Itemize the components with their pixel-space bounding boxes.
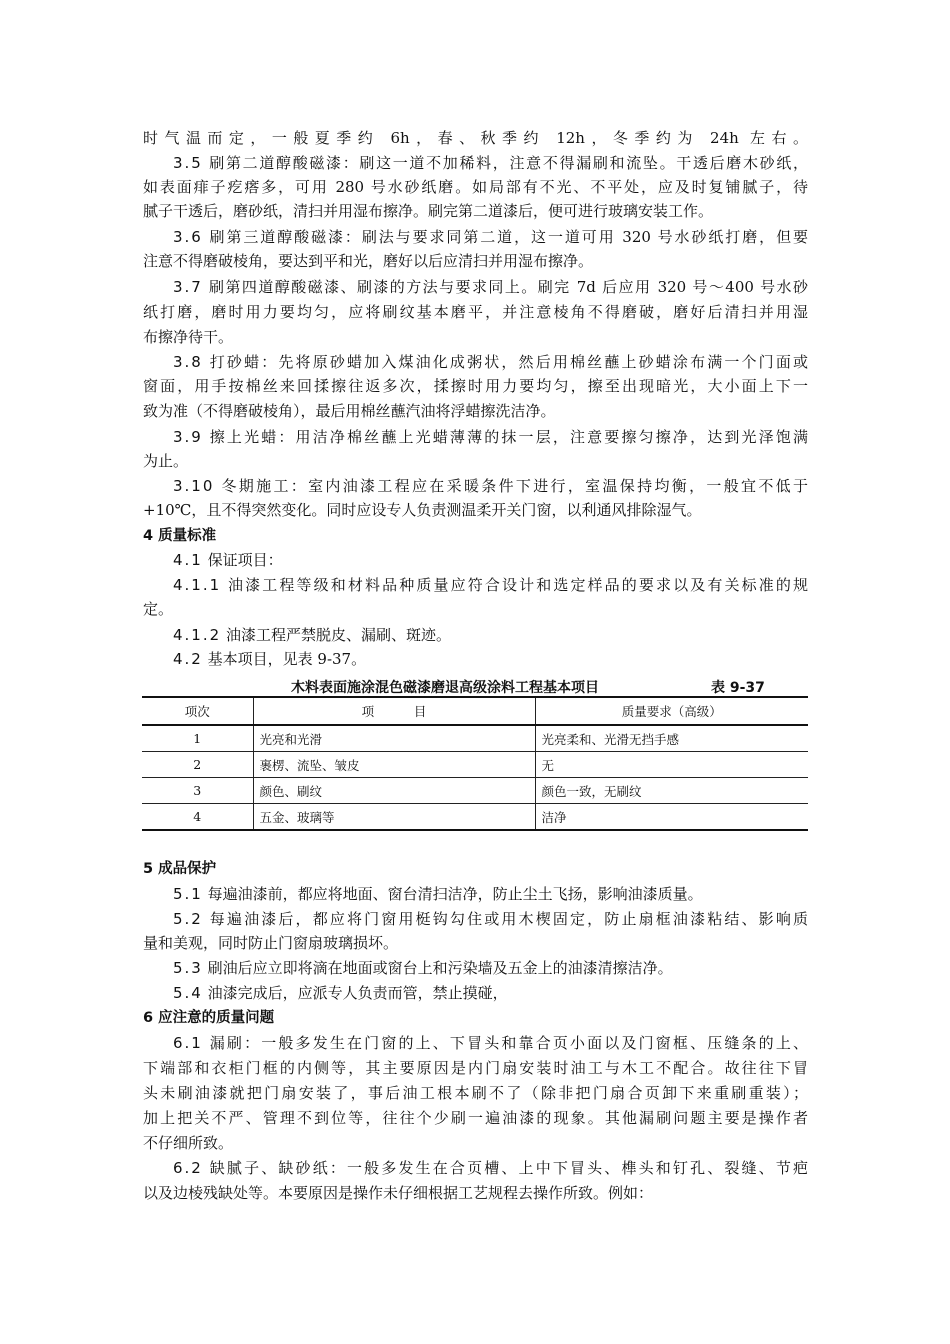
table-header-row (142, 697, 808, 725)
table-row (142, 804, 808, 831)
table-cell: 颜色一致，无刷纹 (535, 778, 808, 804)
paragraph-line: 时气温而定，一般夏季约 6h，春、秋季约 12h，冬季约为 24h 左右。 (143, 129, 808, 147)
paragraph-5-2: 5.2 每遍油漆后，都应将门窗用梃钩勾住或用木楔固定，防止扇框油漆粘结、影响质 (173, 910, 808, 928)
paragraph-4-2: 4.2 基本项目，见表 9-37。 (173, 650, 367, 668)
paragraph-3-10: 3.10 冬期施工：室内油漆工程应在采暖条件下进行，室温保持均衡，一般宜不低于 (173, 477, 808, 495)
paragraph-4-1-1: 4.1.1 油漆工程等级和材料品种质量应符合设计和选定样品的要求以及有关标准的规 (173, 576, 808, 594)
paragraph-3-6: 3.6 刷第三道醇酸磁漆：刷法与要求同第二道，这一道可用 320 号水砂纸打磨，但要 (173, 228, 808, 246)
paragraph-line: 定。 (143, 600, 174, 618)
table-title: 木料表面施涂混色磁漆磨退高级涂料工程基本项目 (291, 680, 599, 696)
paragraph-4-1: 4.1 保证项目： (173, 551, 283, 569)
table-cell: 裹楞、流坠、皱皮 (253, 752, 535, 778)
paragraph-5-4: 5.4 油漆完成后，应派专人负责而管，禁止摸碰， (173, 984, 508, 1002)
paragraph-line: 头未刷油漆就把门扇安装了，事后油工根本刷不了（除非把门扇合页卸下来重刷重装）； (143, 1084, 808, 1102)
paragraph-line: 纸打磨，磨时用力要均匀，应将刷纹基本磨平，并注意棱角不得磨破，磨好后清扫并用湿 (143, 303, 808, 321)
paragraph-6-1: 6.1 漏刷：一般多发生在门窗的上、下冒头和靠合页小面以及门窗框、压缝条的上、 (173, 1034, 808, 1052)
table-cell: 1 (142, 725, 253, 752)
table-row (142, 752, 808, 778)
table-header-cell: 项 目 (253, 697, 535, 725)
table-cell: 洁净 (535, 804, 808, 831)
paragraph-3-5: 3.5 刷第二道醇酸磁漆：刷这一道不加稀料，注意不得漏刷和流坠。干透后磨木砂纸， (173, 154, 808, 172)
table-header-cell: 质量要求（高级） (535, 697, 808, 725)
paragraph-line: +10℃，且不得突然变化。同时应设专人负责测温柔开关门窗，以利通风排除湿气。 (143, 501, 702, 519)
paragraph-line: 如表面痱子疙瘩多，可用 280 号水砂纸磨。如局部有不光、不平处，应及时复铺腻子，待 (143, 178, 808, 196)
paragraph-5-3: 5.3 刷油后应立即将滴在地面或窗台上和污染墙及五金上的油漆清擦洁净。 (173, 959, 673, 977)
paragraph-line: 不仔细所致。 (143, 1134, 234, 1152)
section-heading-4: 4 质量标准 (143, 528, 217, 544)
paragraph-line: 腻子干透后，磨砂纸，清扫并用湿布擦净。刷完第二道漆后，便可进行玻璃安装工作。 (143, 202, 714, 220)
table-cell: 2 (142, 752, 253, 778)
paragraph-line: 布擦净待干。 (143, 328, 234, 346)
paragraph-line: 致为准（不得磨破棱角），最后用棉丝蘸汽油将浮蜡擦洗洁净。 (143, 402, 556, 420)
table-cell: 3 (142, 778, 253, 804)
paragraph-line: 窗面，用手按棉丝来回揉擦往返多次，揉擦时用力要均匀，擦至出现暗光，大小面上下一 (143, 377, 808, 395)
paragraph-5-1: 5.1 每遍油漆前，都应将地面、窗台清扫洁净，防止尘土飞扬，影响油漆质量。 (173, 885, 703, 903)
paragraph-line: 注意不得磨破棱角，要达到平和光，磨好以后应清扫并用湿布擦净。 (143, 252, 594, 270)
table-row (142, 778, 808, 804)
table-header-cell: 项次 (142, 697, 253, 725)
paragraph-line: 下端部和衣柜门框的内侧等，其主要原因是内门扇安装时油工与木工不配合。故往往下冒 (143, 1059, 808, 1077)
paragraph-line: 为止。 (143, 452, 189, 470)
paragraph-line: 量和美观，同时防止门窗扇玻璃损坏。 (143, 934, 399, 952)
table-cell: 五金、玻璃等 (253, 804, 535, 831)
table-row (142, 725, 808, 752)
table-cell: 4 (142, 804, 253, 831)
paragraph-4-1-2: 4.1.2 油漆工程严禁脱皮、漏刷、斑迹。 (173, 626, 451, 644)
table-cell: 无 (535, 752, 808, 778)
quality-table (142, 696, 808, 831)
paragraph-3-7: 3.7 刷第四道醇酸磁漆、刷漆的方法与要求同上。刷完 7d 后应用 320 号～400 号水砂 (173, 278, 808, 296)
table-cell: 颜色、刷纹 (253, 778, 535, 804)
paragraph-3-8: 3.8 打砂蜡：先将原砂蜡加入煤油化成粥状，然后用棉丝蘸上砂蜡涂布满一个门面或 (173, 353, 808, 371)
table-caption (143, 675, 808, 697)
paragraph-3-9: 3.9 擦上光蜡：用洁净棉丝蘸上光蜡薄薄的抹一层，注意要擦匀擦净，达到光泽饱满 (173, 428, 808, 446)
paragraph-line: 以及边棱残缺处等。本要原因是操作未仔细根据工艺规程去操作所致。例如： (143, 1184, 654, 1202)
table-cell: 光亮柔和、光滑无挡手感 (535, 725, 808, 752)
table-number: 表 9-37 (711, 680, 765, 696)
paragraph-6-2: 6.2 缺腻子、缺砂纸：一般多发生在合页槽、上中下冒头、榫头和钉孔、裂缝、节疤 (173, 1159, 808, 1177)
table-cell: 光亮和光滑 (253, 725, 535, 752)
paragraph-line: 加上把关不严、管理不到位等，往往个少刷一遍油漆的现象。其他漏刷问题主要是操作者 (143, 1109, 808, 1127)
section-heading-5: 5 成品保护 (143, 861, 217, 877)
section-heading-6: 6 应注意的质量问题 (143, 1010, 275, 1026)
